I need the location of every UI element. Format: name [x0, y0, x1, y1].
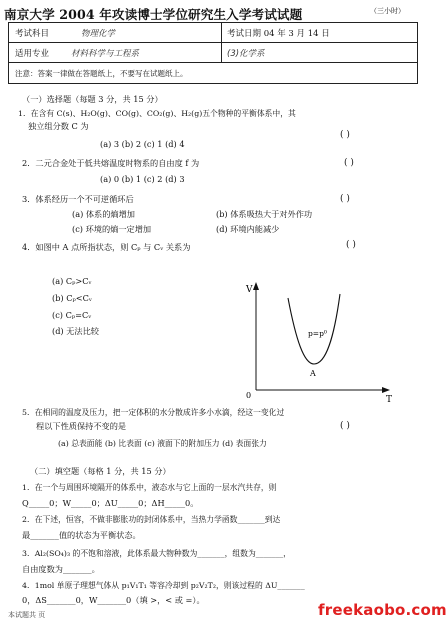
- subject-label: 考试科目: [15, 29, 50, 39]
- q4-option-b: (b) Cₚ<Cᵥ: [52, 293, 92, 303]
- q1-line1: 1．在含有 C(s)、H₂O(g)、CO(g)、CO₂(g)、H₂(g)五个物种的平衡体系中，其: [18, 109, 296, 118]
- footer-note: 本试题共 页: [8, 611, 46, 619]
- major-value-2: (3)化学系: [227, 49, 265, 59]
- f3-line1: 3．Al₂(SO₄)₃ 的不饱和溶液，此体系最大物种数为_______，组数为_______，: [22, 549, 291, 558]
- answer-notice: 注意：答案一律做在答题纸上，不要写在试题纸上。: [15, 69, 188, 78]
- f2-line2: 最_______值的状态为平衡状态。: [22, 530, 141, 540]
- q2-options: (a) 0 (b) 1 (c) 2 (d) 3: [100, 174, 185, 184]
- info-row-subject: [9, 23, 417, 43]
- q5-answer-paren: ( ): [340, 421, 350, 431]
- f1-line1: 1．在一个与周围环境隔开的体系中，液态水与它上面的一层水汽共存，则: [22, 483, 277, 492]
- subject-value: 物理化学: [81, 29, 116, 39]
- q5-line1: 5．在相同的温度及压力，把一定体积的水分散成许多小水滴，经这一变化过: [22, 408, 285, 417]
- x-axis-label: T: [386, 395, 393, 405]
- q3-answer-paren: ( ): [340, 194, 350, 204]
- exam-title: 南京大学 2004 年攻读博士学位研究生入学考试试题: [4, 7, 303, 22]
- point-a-label: A: [310, 369, 316, 378]
- q4-answer-paren: ( ): [346, 240, 356, 250]
- y-axis-arrow: [253, 282, 259, 290]
- curve-label: p=p⁰: [308, 329, 327, 338]
- exam-date: 考试日期 04 年 3 月 14 日: [227, 29, 330, 39]
- q5-options: (a) 总表面能 (b) 比表面 (c) 液面下的附加压力 (d) 表面张力: [58, 439, 267, 448]
- f4-line1: 4．1mol 单原子理想气体从 p₁V₁T₁ 等容冷却到 p₂V₂T₂，则该过程的 ΔU_______: [22, 581, 305, 590]
- q3-option-a: (a) 体系的熵增加: [72, 209, 135, 219]
- duration-note: （三小时）: [370, 7, 405, 15]
- major-label: 适用专业: [15, 49, 50, 59]
- q4-line1: 4．如图中 A 点所指状态，则 Cₚ 与 Cᵥ 关系为: [22, 242, 191, 252]
- q4-option-c: (c) Cₚ=Cᵥ: [52, 310, 92, 320]
- f4-line2: 0，ΔS_______0，W_______0（填 >，< 或 =）。: [22, 595, 205, 605]
- section-1-title: （一）选择题（每题 3 分，共 15 分）: [22, 94, 163, 104]
- exam-info-box: [8, 22, 418, 84]
- q2-line1: 2．二元合金处于低共熔温度时物系的自由度 f 为: [22, 158, 200, 168]
- info-row-major: [9, 43, 417, 63]
- f3-line2: 自由度数为_______。: [22, 564, 100, 574]
- f1-line2: Q_____0；W_____0；ΔU_____0；ΔH_____0。: [22, 498, 199, 508]
- info-divider: [221, 23, 222, 63]
- section-2-title: （二）填空题（每格 1 分，共 15 分）: [30, 466, 171, 476]
- q1-line2: 独立组分数 C 为: [28, 121, 89, 131]
- q1-answer-paren: ( ): [340, 130, 350, 140]
- q3-option-d: (d) 环境内能减少: [216, 224, 280, 234]
- q3-option-b: (b) 体系吸热大于对外作功: [216, 209, 313, 219]
- q4-option-a: (a) Cₚ>Cᵥ: [52, 276, 92, 286]
- q5-line2: 程以下性质保持不变的是: [36, 421, 127, 431]
- q2-answer-paren: ( ): [344, 158, 354, 168]
- v-t-diagram: [236, 280, 396, 404]
- site-watermark: freekaobo.com: [318, 601, 447, 619]
- x-axis-arrow: [382, 387, 390, 393]
- q4-option-d: (d) 无法比较: [52, 326, 99, 336]
- y-axis-label: V: [246, 285, 253, 295]
- origin-label: 0: [246, 391, 252, 400]
- major-value: 材料科学与工程系: [71, 49, 140, 59]
- q1-options: (a) 3 (b) 2 (c) 1 (d) 4: [100, 139, 185, 149]
- f2-line1: 2．在下述，恒容，不做非膨胀功的封闭体系中，当热力学函数_______到达: [22, 515, 281, 524]
- q3-option-c: (c) 环境的熵一定增加: [72, 224, 152, 234]
- q3-line1: 3．体系经历一个不可逆循环后: [22, 194, 134, 204]
